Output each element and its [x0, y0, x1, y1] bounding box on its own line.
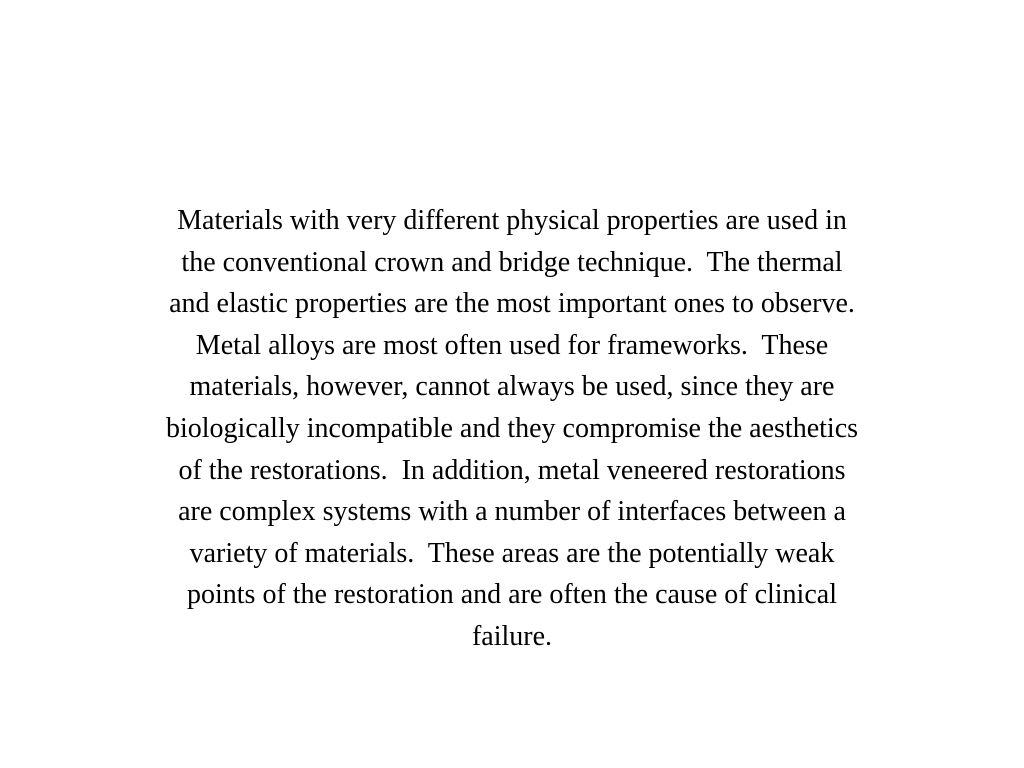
body-line: Materials with very different physical properties are used in: [177, 205, 847, 236]
body-line: biologically incompatible and they compromise the aesthetics: [165, 412, 859, 444]
body-line: are complex systems with a number of interfaces between a: [178, 496, 846, 528]
body-line: materials, however, cannot always be used, since they are: [189, 371, 835, 403]
body-line: Metal alloys are most often used for frameworks. These: [195, 329, 829, 361]
body-line: points of the restoration and are often the cause of clinical: [187, 579, 837, 611]
body-line: and elastic properties are the most important ones to observe.: [169, 288, 855, 320]
body-line: the conventional crown and bridge technique. The thermal: [181, 246, 843, 278]
body-line: of the restorations. In addition, metal veneered restorations: [178, 454, 846, 486]
slide-body-text: [0, 200, 1024, 658]
body-line: failure.: [471, 620, 553, 652]
body-line: variety of materials. These areas are the potentially weak: [189, 537, 835, 569]
